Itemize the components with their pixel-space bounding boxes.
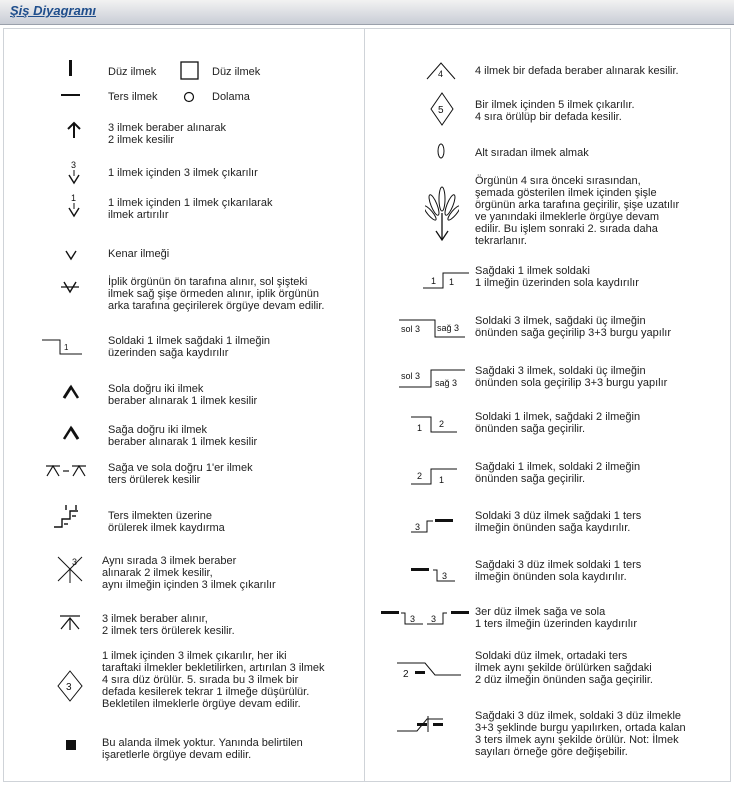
- legend-text: Sağa ve sola doğru 1'er ilmek ters örülerek kesilir: [108, 462, 253, 486]
- symbol-label: 5: [438, 105, 444, 116]
- legend-text: Ters ilmekten üzerine örülerek ilmek kaydırma: [108, 510, 225, 534]
- diamond-three-symbol: [56, 669, 84, 703]
- symbol-label: 2: [439, 419, 445, 429]
- double-decrease-symbol: [44, 463, 88, 479]
- cable-three-left-symbol: [409, 562, 459, 584]
- legend-text: İplik örgünün ön tarafına alınır, sol şişteki ilmek sağ şişe örmeden alınır, iplik örgünün arka tarafına geçirilerek örgüye devam edilir.: [108, 276, 325, 312]
- legend-text: Örgünün 4 sıra önceki sırasından, şemada gösterilen ilmek içinden şişle örgünün arka tarafına geçirilir, şişe uzatılır ve yanındaki ilmeklerle örgüye devam edilir. Bu işlem sonraki 2. sırada daha tekrarlanır.: [475, 175, 680, 247]
- cross-one-two-symbol: [409, 413, 459, 435]
- symbol-label: 3: [410, 614, 416, 624]
- page-title: Şiş Diyagramı: [10, 3, 96, 18]
- cable-three-both-symbol: [379, 605, 473, 627]
- legend-text: Sağdaki 3 düz ilmek soldaki 1 ters ilmeğin önünden sola kaydırılır.: [475, 559, 642, 583]
- legend-text: 4 ilmek bir defada beraber alınarak kesilir.: [475, 65, 679, 77]
- legend-text: Kenar ilmeği: [108, 248, 170, 260]
- legend-text: Soldaki 3 düz ilmek sağdaki 1 ters ilmeğin önünden sağa kaydırılır.: [475, 510, 642, 534]
- empty-square-symbol: [180, 61, 200, 81]
- legend-text: Sağdaki 3 ilmek, soldaki üç ilmeğin önünden sola geçirilip 3+3 burgu yapılır: [475, 365, 668, 389]
- up-arrow-symbol: [66, 121, 82, 139]
- increase-three-symbol: [66, 159, 82, 185]
- triangle-four-symbol: [425, 59, 457, 81]
- symbol-label: 1: [64, 343, 69, 352]
- legend-text: Soldaki 1 ilmek, sağdaki 2 ilmeğin önünden sağa geçirilir.: [475, 411, 641, 435]
- legend-text: 1 ilmek içinden 3 ilmek çıkarılır, her iki taraftaki ilmekler bekletilirken, artırılan 3 ilmek 4 sıra düz örülür. 5. sırada bu 3 ilmek bir defada kesilerek tekrar 1 ilmeğe düşürülür. Bekletilen ilmeklerle örgüye devam edilir.: [102, 650, 325, 710]
- cable-right-three-symbol: [397, 316, 467, 340]
- slip-symbol: [59, 279, 81, 295]
- cable-left-three-symbol: [397, 366, 467, 390]
- symbol-label: 4: [438, 69, 444, 79]
- circle-symbol: [182, 90, 196, 104]
- legend-text: Soldaki 3 ilmek, sağdaki üç ilmeğin önünden sağa geçirilip 3+3 burgu yapılır: [475, 315, 671, 339]
- legend-text: Düz ilmek: [212, 66, 261, 78]
- legend-text: Bir ilmek içinden 5 ilmek çıkarılır. 4 sıra örülüp bir defada kesilir.: [475, 99, 635, 123]
- legend-text: 3 ilmek beraber alınarak 2 ilmek kesilir: [108, 122, 227, 146]
- legend-text: Sağdaki 1 ilmek, soldaki 2 ilmeğin önünden sağa geçirilir.: [475, 461, 641, 485]
- horizontal-bar-symbol: [60, 91, 82, 99]
- cross-two-one-symbol: [409, 465, 459, 487]
- legend-text: Düz ilmek: [108, 66, 157, 78]
- legend-text: Soldaki 1 ilmek sağdaki 1 ilmeğin üzerinden sağa kaydırılır: [108, 335, 271, 359]
- legend-text: 1 ilmek içinden 1 ilmek çıkarılarak ilmek artırılır: [108, 197, 273, 221]
- symbol-label: 3: [66, 682, 72, 693]
- header-bar: [0, 0, 734, 25]
- purl-three-decrease-symbol: [58, 614, 82, 632]
- left-decrease-symbol: [62, 384, 80, 400]
- symbol-label: 3: [72, 557, 78, 567]
- vertical-bar-symbol: [64, 59, 78, 79]
- oval-symbol: [435, 141, 447, 161]
- filled-square-symbol: [64, 738, 78, 752]
- diamond-five-symbol: [429, 91, 455, 127]
- increase-one-symbol: [66, 192, 82, 218]
- symbol-label: sağ 3: [435, 378, 458, 388]
- cable-three-right-symbol: [409, 513, 459, 535]
- symbol-label: 1: [431, 276, 437, 286]
- legend-text: Sağdaki 1 ilmek soldaki 1 ilmeğin üzerinden sola kaydırılır: [475, 265, 639, 289]
- symbol-label: 1: [439, 475, 445, 485]
- slip-purl-symbol: [52, 503, 82, 531]
- symbol-label: sol 3: [401, 324, 421, 334]
- symbol-label: 1: [449, 277, 455, 287]
- symbol-label: 3: [431, 614, 437, 624]
- legend-text: Bu alanda ilmek yoktur. Yanında belirtilen işaretlerle örgüye devam edilir.: [102, 737, 303, 761]
- symbol-label: sağ 3: [437, 323, 460, 333]
- symbol-label: 1: [417, 423, 423, 433]
- twist-two-symbol: [395, 659, 465, 683]
- legend-text: 3er düz ilmek sağa ve sola 1 ters ilmeğin üzerinden kaydırılır: [475, 606, 638, 630]
- v-symbol: [64, 249, 78, 261]
- legend-text: Ters ilmek: [108, 91, 158, 103]
- symbol-label: 2: [403, 669, 409, 680]
- legend-text: Soldaki düz ilmek, ortadaki ters ilmek aynı şekilde örülürken sağdaki 2 düz ilmeğin önünden sağa geçirilir.: [475, 650, 653, 686]
- symbol-label: 3: [415, 522, 421, 532]
- symbol-label: 3: [71, 160, 77, 170]
- legend-text: 3 ilmek beraber alınır, 2 ilmek ters örülerek kesilir.: [102, 613, 235, 637]
- cable-purl-center-symbol: [395, 713, 467, 735]
- legend-text: Alt sıradan ilmek almak: [475, 147, 589, 159]
- leaf-symbol: [425, 175, 459, 243]
- cross-three-symbol: [54, 553, 86, 585]
- symbol-label: 2: [417, 471, 423, 481]
- legend-text: Sağa doğru iki ilmek beraber alınarak 1 ilmek kesilir: [108, 424, 258, 448]
- legend-text: Aynı sırada 3 ilmek beraber alınarak 2 ilmek kesilir, aynı ilmeğin içinden 3 ilmek çıkarılır: [102, 555, 276, 591]
- symbol-label: sol 3: [401, 371, 421, 381]
- symbol-label: 1: [71, 193, 77, 203]
- left-legend-panel: [3, 28, 365, 782]
- right-decrease-symbol: [62, 425, 80, 441]
- cross-right-symbol: [40, 336, 84, 358]
- symbol-label: 3: [442, 571, 448, 581]
- legend-text: Sağdaki 3 düz ilmek, soldaki 3 düz ilmekle 3+3 şeklinde burgu yapılırken, ortada kalan 3 ters ilmek aynı şekilde örülür. Not: İlmek sayıları örneğe göre değişebilir.: [475, 710, 686, 758]
- right-legend-panel: [364, 28, 731, 782]
- legend-text: 1 ilmek içinden 3 ilmek çıkarılır: [108, 167, 258, 179]
- cross-left-one-symbol: [421, 269, 471, 291]
- legend-text: Dolama: [212, 91, 250, 103]
- legend-text: Sola doğru iki ilmek beraber alınarak 1 ilmek kesilir: [108, 383, 258, 407]
